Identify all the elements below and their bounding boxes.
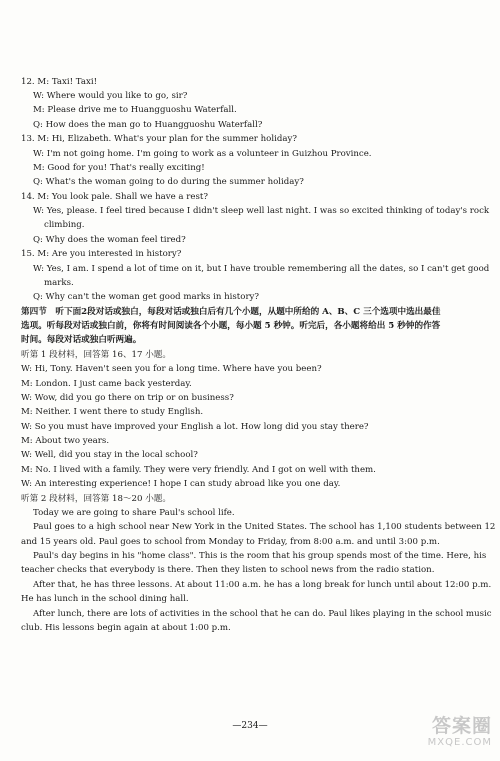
text-line: Q: How does the man go to Huangguoshu Waterfall? (33, 120, 263, 130)
text-line: M: Good for you! That's really exciting! (33, 163, 205, 173)
text-line: marks. (44, 278, 74, 288)
section-heading: 第四节 听下面2段对话或独白，每段对话或独白后有几个小题，从题中所给的 A、B、C 三个选项中选出最佳 (21, 307, 441, 317)
text-line: M: Please drive me to Huangguoshu Waterfall. (33, 105, 237, 115)
page-number: —234— (232, 721, 268, 731)
text-line: 13. M: Hi, Elizabeth. What's your plan for the summer holiday? (21, 134, 297, 144)
text-line: After lunch, there are lots of activities in the school that he can do. Paul likes playing in the school music (33, 609, 492, 619)
text-line: and 15 years old. Paul goes to school from Monday to Friday, from 8:00 a.m. and until 3:00 p.m. (21, 537, 440, 547)
text-line: W: I'm not going home. I'm going to work as a volunteer in Guizhou Province. (33, 149, 372, 159)
text-line: Q: Why can't the woman get good marks in history? (33, 292, 260, 302)
text-line: club. His lessons begin again at about 1:00 p.m. (21, 623, 231, 633)
watermark-logo (410, 715, 492, 755)
text-line: W: Yes, please. I feel tired because I didn't sleep well last night. I was so excited thinking of today's rock (33, 206, 490, 216)
text-line: M: No. I lived with a family. They were very friendly. And I got on well with them. (21, 465, 376, 475)
text-line: M: Neither. I went there to study English. (21, 407, 204, 417)
text-line: W: Well, did you stay in the local school? (21, 450, 198, 460)
text-line: M: About two years. (21, 436, 110, 446)
text-line: W: Hi, Tony. Haven't seen you for a long time. Where have you been? (21, 364, 322, 374)
watermark-url: MXQE.COM (427, 737, 492, 748)
text-line: W: Where would you like to go, sir? (33, 91, 188, 101)
text-line: 12. M: Taxi! Taxi! (21, 77, 98, 87)
text-line: M: London. I just came back yesterday. (21, 379, 192, 389)
text-line: Paul's day begins in his "home class". This is the room that his group spends most of the time. Here, his (33, 551, 487, 561)
text-line: climbing. (44, 220, 85, 230)
text-line: 14. M: You look pale. Shall we have a rest? (21, 192, 208, 202)
text-line: W: So you must have improved your English a lot. How long did you stay there? (21, 422, 369, 432)
watermark-text: 答案圈 (431, 715, 492, 737)
text-line: Today we are going to share Paul's school life. (33, 508, 235, 518)
text-line: Q: What's the woman going to do during the summer holiday? (33, 177, 304, 187)
material-heading: 听第 2 段材料，回答第 18～20 小题。 (21, 494, 171, 504)
text-line: teacher checks that everybody is there. Then they listen to school news from the radio station. (21, 565, 435, 575)
text-line: W: Wow, did you go there on trip or on business? (21, 393, 234, 403)
section-heading: 选项。听每段对话或独白前，你将有时间阅读各个小题，每小题 5 秒钟。听完后，各小题将给出 5 秒钟的作答 (21, 321, 441, 331)
text-line: After that, he has three lessons. At about 11:00 a.m. he has a long break for lunch until about 12:00 p.m. (33, 580, 492, 590)
text-line: 15. M: Are you interested in history? (21, 249, 182, 259)
material-heading: 听第 1 段材料，回答第 16、17 小题。 (21, 350, 171, 360)
text-line: Paul goes to a high school near New York in the United States. The school has 1,100 students between 12 (33, 522, 496, 532)
text-line: Q: Why does the woman feel tired? (33, 235, 186, 245)
text-line: He has lunch in the school dining hall. (21, 594, 189, 604)
text-line: W: An interesting experience! I hope I can study abroad like you one day. (21, 479, 341, 489)
section-heading: 时间。每段对话或独白听两遍。 (21, 335, 142, 345)
text-line: W: Yes, I am. I spend a lot of time on it, but I have trouble remembering all the dates, so I can't get good (33, 264, 490, 274)
